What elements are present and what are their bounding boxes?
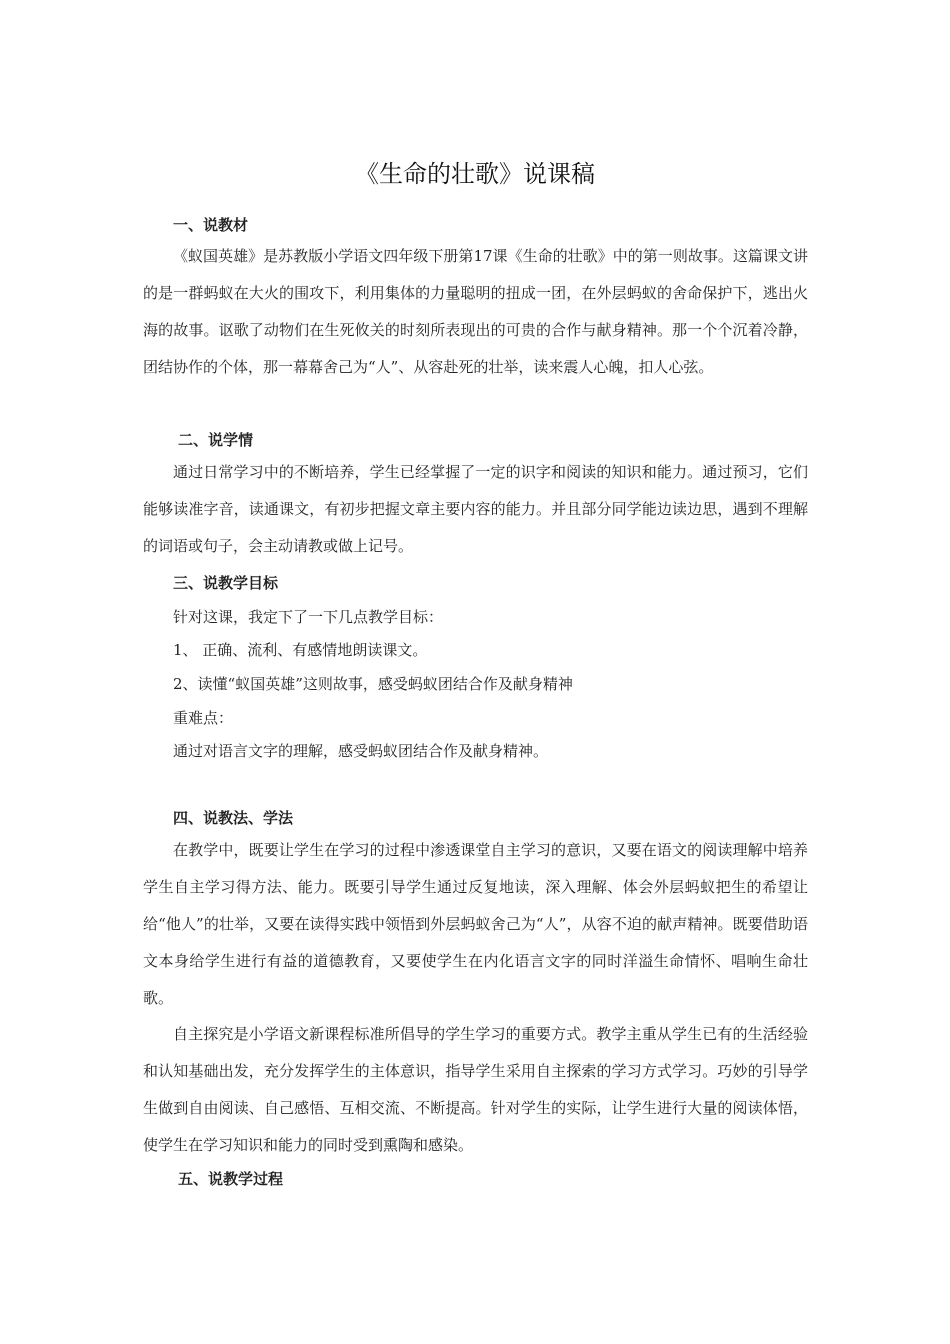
- section-heading-textbook: 一、说教材: [173, 216, 249, 234]
- section-heading-students: 二、说学情: [178, 431, 254, 449]
- section-heading-goals: 三、说教学目标: [173, 574, 279, 592]
- paragraph-students: 通过日常学习中的不断培养，学生已经掌握了一定的识字和阅读的知识和能力。通过预习，它们能够读准字音，读通课文，有初步把握文章主要内容的能力。并且部分同学能边读边思，遇到不理解的词语或句子，会主动请教或做上记号。: [143, 463, 808, 555]
- paragraph-methods-2: 自主探究是小学语文新课程标准所倡导的学生学习的重要方式。教学主重从学生已有的生活经验和认知基础出发，充分发挥学生的主体意识，指导学生采用自主探索的学习方式学习。巧妙的引导学生做到自由阅读、自己感悟、互相交流、不断提高。针对学生的实际，让学生进行大量的阅读体悟，使学生在学习知识和能力的同时受到熏陶和感染。: [143, 1025, 808, 1154]
- paragraph-methods-1: 在教学中，既要让学生在学习的过程中渗透课堂自主学习的意识，又要在语文的阅读理解中培养学生自主学习得方法、能力。既要引导学生通过反复地读，深入理解、体会外层蚂蚁把生的希望让给“他人”的壮举，又要在读得实践中领悟到外层蚂蚁舍己为“人”，从容不迫的献声精神。既要借助语文本身给学生进行有益的道德教育，又要使学生在内化语言文字的同时洋溢生命情怀、唱响生命壮歌。: [143, 841, 808, 1007]
- paragraph-textbook: 《蚁国英雄》是苏教版小学语文四年级下册第17课《生命的壮歌》中的第一则故事。这篇课文讲的是一群蚂蚁在大火的围攻下，利用集体的力量聪明的扭成一团，在外层蚂蚁的舍命保护下，逃出火海的故事。讴歌了动物们在生死攸关的时刻所表现出的可贵的合作与献身精神。那一个个沉着冷静，团结协作的个体，那一幕幕舍己为“人”、从容赴死的壮举，读来震人心魄，扣人心弦。: [143, 247, 808, 376]
- section-heading-process: 五、说教学过程: [178, 1170, 284, 1188]
- key-points-label: 重难点：: [173, 709, 234, 727]
- key-points-text: 通过对语言文字的理解，感受蚂蚁团结合作及献身精神。: [173, 742, 549, 760]
- goal-item-1: 1、 正确、流利、有感情地朗读课文。: [173, 641, 428, 659]
- document-title: 《生命的壮歌》说课稿: [355, 160, 595, 188]
- goal-item-2: 2、读懂“蚁国英雄”这则故事，感受蚂蚁团结合作及献身精神: [173, 675, 573, 693]
- section-heading-methods: 四、说教法、学法: [173, 809, 294, 827]
- goals-intro: 针对这课，我定下了一下几点教学目标：: [173, 608, 444, 626]
